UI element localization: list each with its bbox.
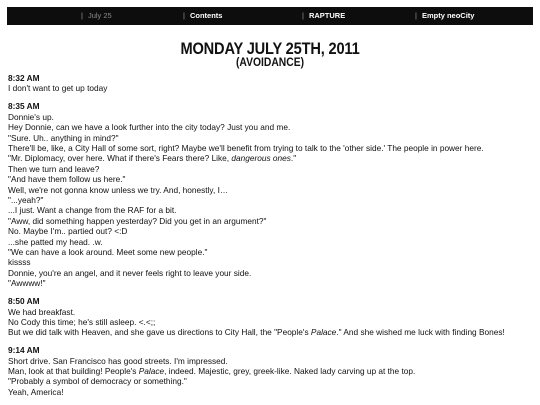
nav-item-label: July 25 (87, 11, 112, 20)
entry-line: Man, look at that building! People's Palace, indeed. Majestic, grey, greek-like. Naked lady carving up at the top. (8, 366, 416, 377)
emphasis-text: Palace (310, 327, 337, 338)
nav-separator: | (81, 11, 83, 20)
entry-line: But we did talk with Heaven, and she gave us directions to City Hall, the "People's Palace." And she wished me luck with finding Bones! (8, 327, 505, 338)
nav-item-empty-neocity[interactable] (415, 7, 474, 25)
entry-line: I don't want to get up today (8, 83, 108, 94)
entry-line: "Aww, did something happen yesterday? Did you get in an argument?" (8, 215, 267, 226)
nav-item-current-date[interactable] (81, 7, 112, 25)
page-title: MONDAY JULY 25TH, 2011 (180, 39, 360, 58)
journal-content (8, 73, 532, 405)
top-nav-bar (7, 7, 533, 25)
entry-line: There'll be, like, a City Hall of some sort, right? Maybe we'll benefit from trying to talk to the 'other side.' The people in power here. (8, 142, 484, 153)
entry-line: "We can have a look around. Meet some new people." (8, 247, 208, 257)
emphasis-text: dangerous ones (231, 153, 291, 164)
journal-entry (8, 101, 532, 288)
entry-line: No. Maybe I'm.. partied out? <:D (8, 226, 128, 237)
entry-line: Donnie, you're an angel, and it never feels right to leave your side. (8, 267, 252, 278)
nav-separator: | (415, 11, 417, 20)
entry-line: kissss (8, 257, 31, 268)
entry-line: No Cody this time; he's still asleep. <.<;; (8, 316, 156, 327)
nav-item-label: RAPTURE (308, 11, 346, 20)
entry-timestamp: 8:50 AM (8, 296, 40, 307)
entry-timestamp: 8:35 AM (8, 101, 40, 112)
nav-separator: | (302, 11, 304, 20)
entry-line: Well, we're not gonna know unless we try. And, honestly, I… (8, 184, 229, 195)
journal-entry (8, 345, 532, 397)
entry-line: Hey Donnie, can we have a look further into the city today? Just you and me. (8, 122, 291, 133)
page-subtitle: (AVOIDANCE) (235, 55, 305, 69)
entry-line: "Mr. Diplomacy, over here. What if there's Fears there? Like, dangerous ones." (8, 153, 297, 164)
entry-line: Short drive. San Francisco has good streets. I'm impressed. (8, 355, 228, 366)
nav-separator: | (183, 11, 185, 20)
emphasis-text: Palace (138, 366, 165, 377)
nav-item-rapture[interactable] (302, 7, 345, 25)
entry-line: Yeah, America! (8, 386, 64, 397)
entry-line: "Sure. Uh.. anything in mind?" (8, 132, 119, 143)
page-heading (0, 40, 540, 68)
entry-line: ...I just. Want a change from the RAF for a bit. (8, 205, 177, 216)
entry-line: ...she patted my head. .w. (8, 236, 103, 247)
entry-line: Then we turn and leave? (8, 163, 100, 174)
entry-line: "Probably a symbol of democracy or something." (8, 376, 187, 387)
journal-entry (8, 73, 532, 94)
nav-item-label: Contents (189, 11, 223, 20)
entry-line: "Awwww!" (8, 278, 46, 289)
entry-timestamp: 8:32 AM (8, 73, 40, 83)
entry-line: "...yeah?" (8, 194, 44, 205)
nav-item-label: Empty neoCity (421, 11, 475, 20)
entry-timestamp: 9:14 AM (8, 345, 40, 356)
entry-line: Donnie's up. (8, 111, 54, 122)
nav-item-contents[interactable] (183, 7, 222, 25)
entry-line: We had breakfast. (8, 306, 76, 317)
journal-entry (8, 296, 532, 338)
entry-line: "And have them follow us here." (8, 174, 126, 185)
